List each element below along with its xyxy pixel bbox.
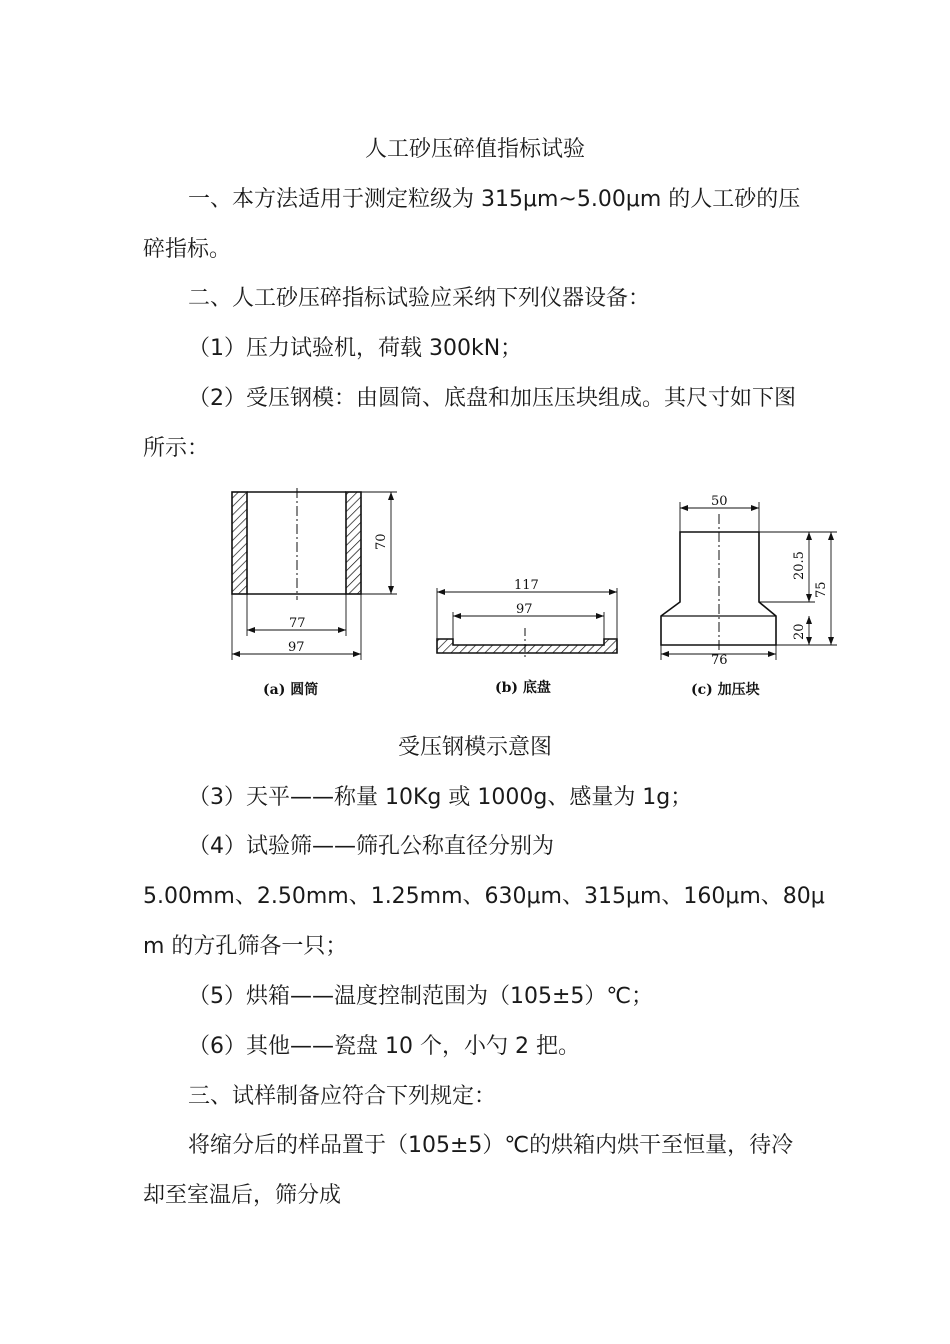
press-total-height-label: 75 bbox=[814, 581, 829, 598]
cylinder-drawing bbox=[232, 488, 397, 698]
press-top-label: 50 bbox=[711, 494, 728, 509]
item-5: （5）烘箱——温度控制范围为（105±5）℃； bbox=[188, 984, 654, 1009]
para-1-line-1: 一、本方法适用于测定粒级为 315μm~5.00μm 的人工砂的压 bbox=[188, 187, 801, 212]
item-4-line-2: 5.00mm、2.50mm、1.25mm、630μm、315μm、160μm、80μ bbox=[143, 884, 825, 909]
press-lower-height-label: 20 bbox=[792, 623, 807, 640]
item-4-line-3: m 的方孔筛各一只； bbox=[143, 934, 348, 959]
cylinder-height-label: 70 bbox=[374, 533, 389, 550]
item-2-line-2: 所示： bbox=[143, 436, 210, 461]
cylinder-inner-label: 77 bbox=[289, 616, 306, 631]
base-caption: (b) 底盘 bbox=[495, 680, 551, 696]
press-block-drawing bbox=[661, 494, 837, 698]
para-2: 二、人工砂压碎指标试验应采纳下列仪器设备： bbox=[188, 286, 651, 311]
item-4-line-1: （4）试验筛——筛孔公称直径分别为 bbox=[188, 834, 554, 859]
page-title: 人工砂压碎值指标试验 bbox=[364, 137, 585, 162]
para-4-line-1: 将缩分后的样品置于（105±5）℃的烘箱内烘干至恒量，待冷 bbox=[188, 1133, 794, 1158]
para-1-line-2: 碎指标。 bbox=[143, 237, 232, 262]
base-outer-label: 117 bbox=[514, 578, 539, 593]
steel-mold-figure bbox=[225, 488, 845, 708]
item-1: （1）压力试验机，荷载 300kN； bbox=[188, 336, 523, 361]
figure-caption: 受压钢模示意图 bbox=[397, 735, 552, 760]
para-4-line-2: 却至室温后，筛分成 bbox=[143, 1183, 342, 1208]
item-3: （3）天平——称量 10Kg 或 1000g、感量为 1g； bbox=[188, 785, 693, 810]
cylinder-caption: (a) 圆筒 bbox=[263, 682, 319, 698]
press-caption: (c) 加压块 bbox=[691, 682, 760, 698]
press-upper-height-label: 20.5 bbox=[792, 551, 807, 580]
base-drawing bbox=[437, 578, 617, 696]
cylinder-outer-label: 97 bbox=[288, 640, 305, 655]
press-bottom-label: 76 bbox=[711, 653, 728, 668]
para-3: 三、试样制备应符合下列规定： bbox=[188, 1084, 497, 1109]
item-2-line-1: （2）受压钢模：由圆筒、底盘和加压压块组成。其尺寸如下图 bbox=[188, 386, 796, 411]
item-6: （6）其他——瓷盘 10 个，小勺 2 把。 bbox=[188, 1034, 580, 1059]
base-inner-label: 97 bbox=[516, 602, 533, 617]
